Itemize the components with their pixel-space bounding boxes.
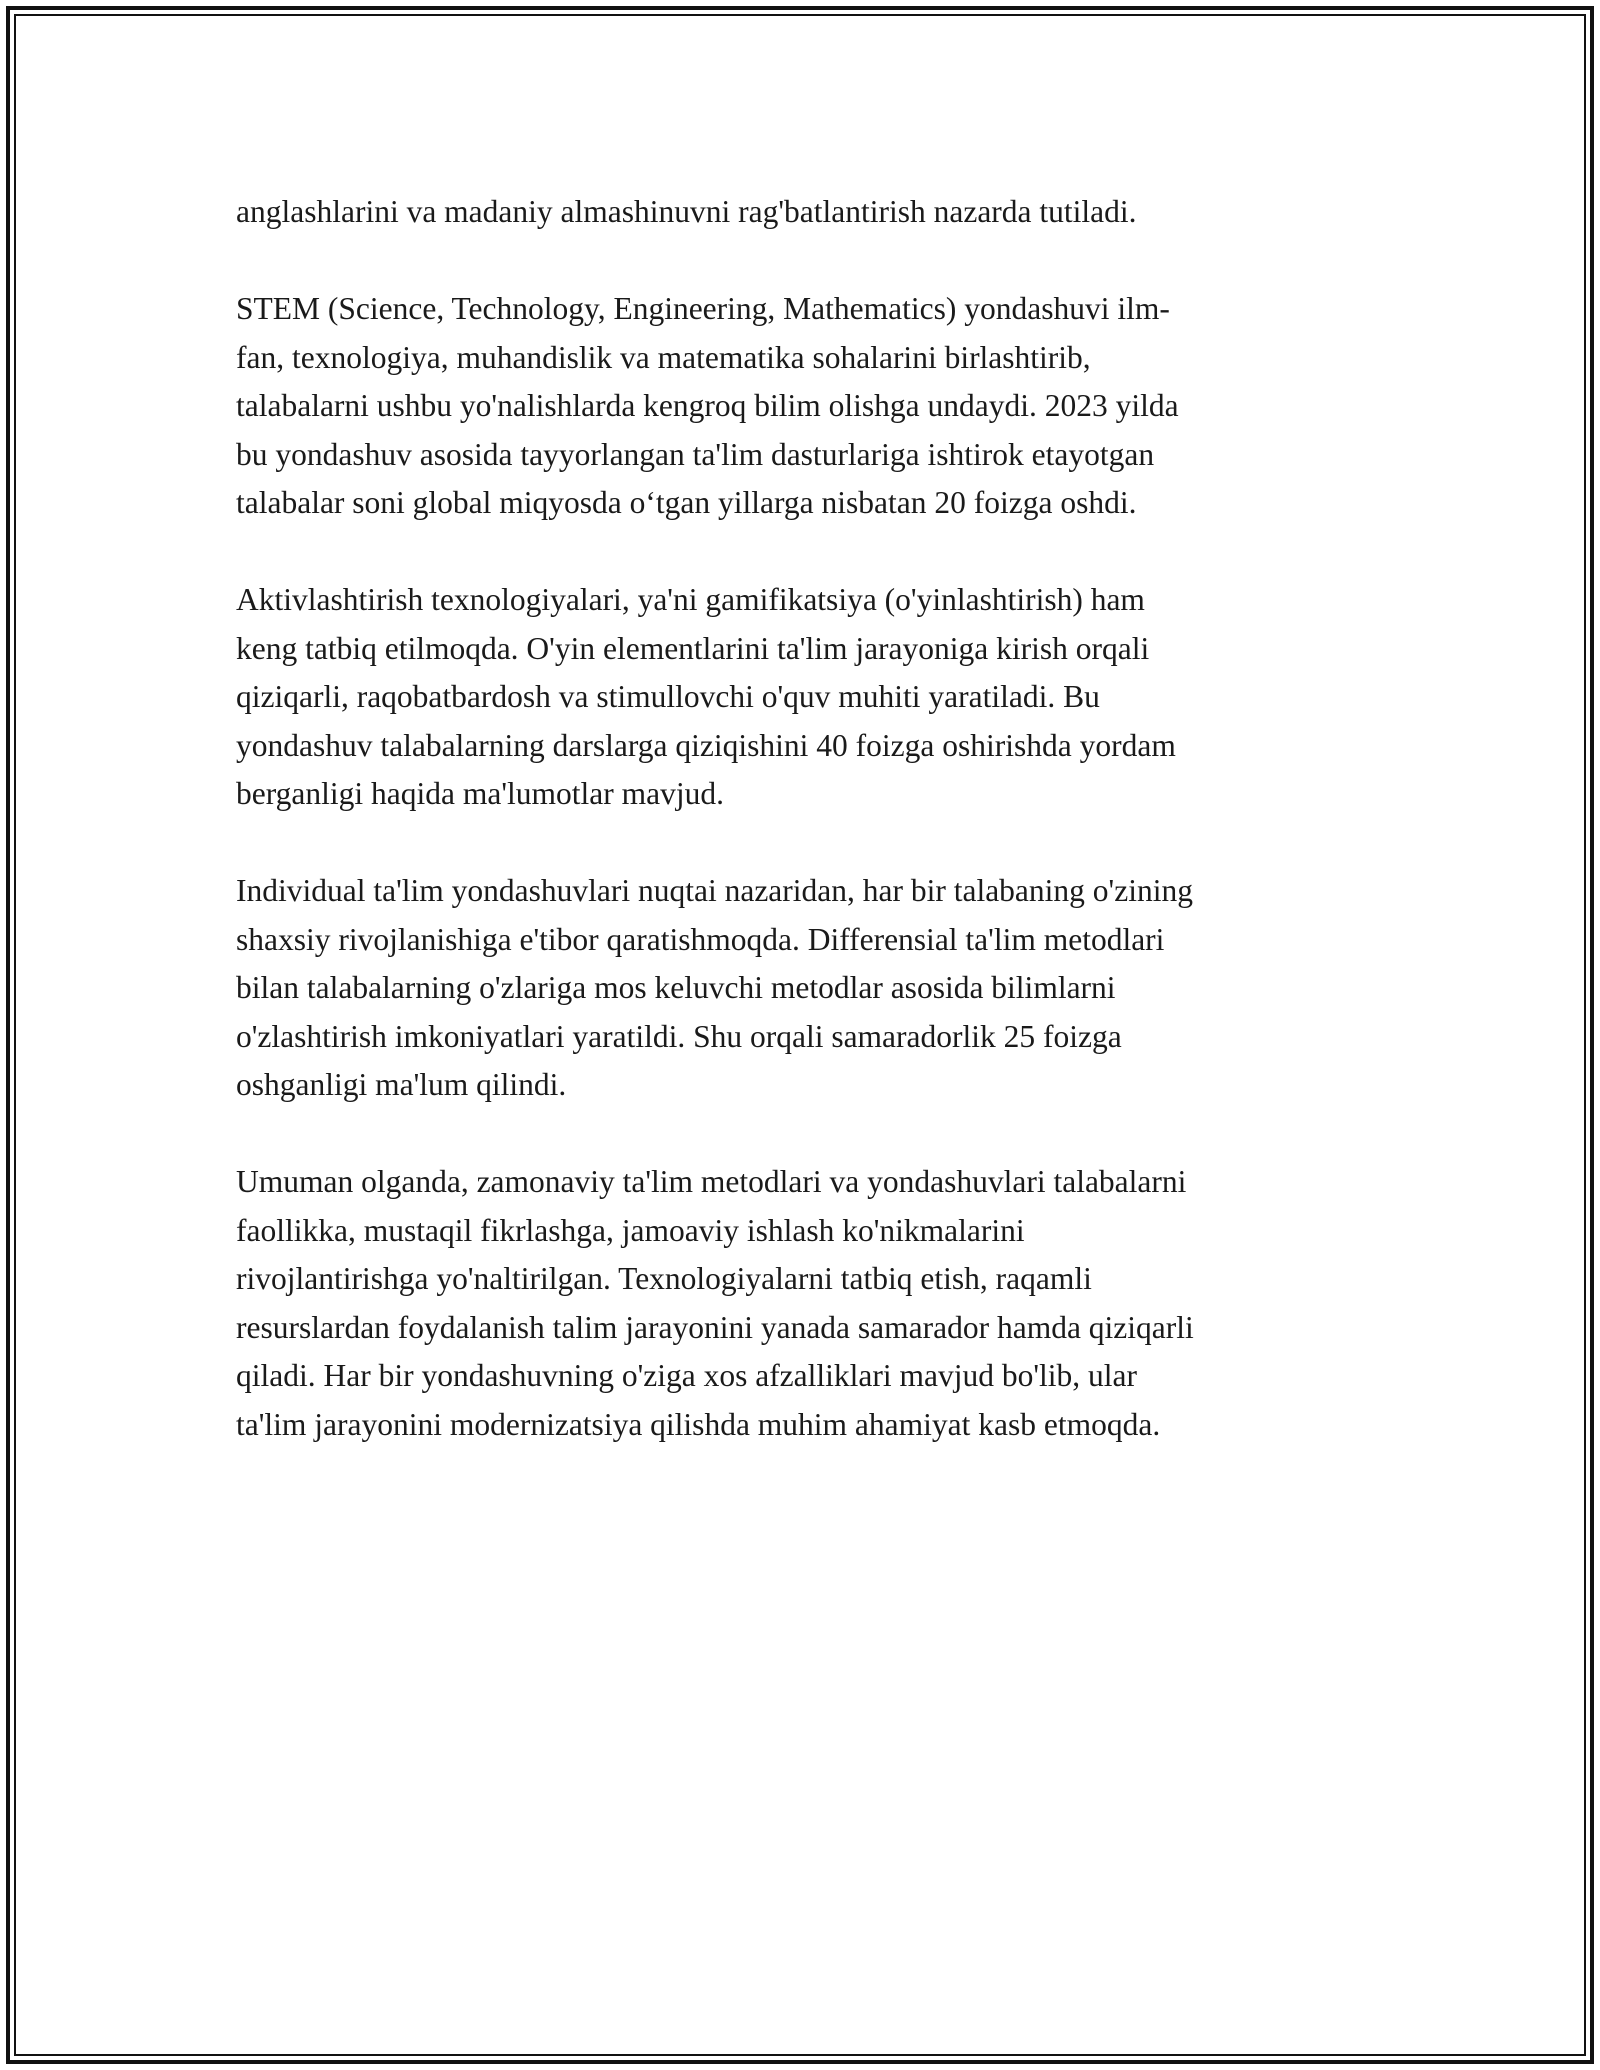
text-line: bilan talabalarning o'zlariga mos keluvchi metodlar asosida bilimlarni — [236, 970, 1116, 1005]
text-line: rivojlantirishga yo'naltirilgan. Texnologiyalarni tatbiq etish, raqamli — [236, 1261, 1092, 1296]
text-line: resurslardan foydalanish talim jarayonini yanada samarador hamda qiziqarli — [236, 1309, 1194, 1345]
text-line: Aktivlashtirish texnologiyalari, ya'ni gamifikatsiya (o'yinlashtirish) ham — [236, 582, 1145, 617]
text-line: oshganligi ma'lum qilindi. — [236, 1067, 567, 1102]
paragraph — [236, 1158, 1364, 1449]
text-line: berganligi haqida ma'lumotlar mavjud. — [236, 776, 724, 811]
text-line: talabalar soni global miqyosda o‘tgan yillarga nisbatan 20 foizga oshdi. — [236, 485, 1137, 520]
paragraph — [236, 867, 1364, 1110]
text-line: Umuman olganda, zamonaviy ta'lim metodlari va yondashuvlari talabalarni — [236, 1164, 1187, 1199]
text-line: qiziqarli, raqobatbardosh va stimullovchi o'quv muhiti yaratiladi. Bu — [236, 679, 1100, 714]
text-line: keng tatbiq etilmoqda. O'yin elementlarini ta'lim jarayoniga kirish orqali — [236, 630, 1150, 666]
paragraph — [236, 576, 1364, 819]
text-line: shaxsiy rivojlanishiga e'tibor qaratishmoqda. Differensial ta'lim metodlari — [236, 921, 1165, 957]
paragraph — [236, 188, 1364, 237]
text-line: faollikka, mustaqil fikrlashga, jamoaviy ishlash ko'nikmalarini — [236, 1212, 1025, 1248]
text-line: talabalarni ushbu yo'nalishlarda kengroq bilim olishga undaydi. 2023 yilda — [236, 388, 1179, 423]
document-body — [236, 188, 1364, 1498]
text-line: STEM (Science, Technology, Engineering, Mathematics) yondashuvi ilm- — [236, 291, 1170, 326]
text-line: o'zlashtirish imkoniyatlari yaratildi. Shu orqali samaradorlik 25 foizga — [236, 1018, 1122, 1054]
text-line: anglashlarini va madaniy almashinuvni rag'batlantirish nazarda tutiladi. — [236, 194, 1137, 229]
text-line: yondashuv talabalarning darslarga qiziqishini 40 foizga oshirishda yordam — [236, 727, 1176, 763]
text-line: fan, texnologiya, muhandislik va matematika sohalarini birlashtirib, — [236, 339, 1091, 375]
text-line: Individual ta'lim yondashuvlari nuqtai nazaridan, har bir talabaning o'zining — [236, 873, 1193, 908]
text-line: qiladi. Har bir yondashuvning o'ziga xos afzalliklari mavjud bo'lib, ular — [236, 1358, 1138, 1393]
paragraph — [236, 285, 1364, 528]
text-line: bu yondashuv asosida tayyorlangan ta'lim dasturlariga ishtirok etayotgan — [236, 436, 1155, 472]
text-line: ta'lim jarayonini modernizatsiya qilishda muhim ahamiyat kasb etmoqda. — [236, 1406, 1161, 1442]
